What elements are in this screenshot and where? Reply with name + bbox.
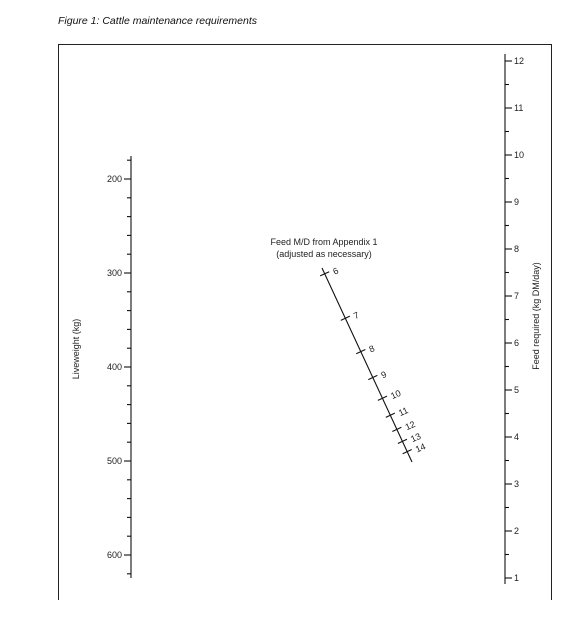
feed-md-tick-label: 11 bbox=[397, 405, 410, 419]
feed-md-tick-label: 13 bbox=[409, 430, 423, 445]
feed-required-axis bbox=[505, 54, 524, 584]
liveweight-tick-label: 500 bbox=[106, 456, 122, 466]
feed-md-tick-label: 9 bbox=[379, 369, 389, 381]
feed-required-tick-label: 3 bbox=[514, 479, 520, 489]
feed-md-tick bbox=[398, 439, 407, 443]
feed-md-tick-label: 14 bbox=[413, 441, 428, 455]
feed-required-tick-label: 8 bbox=[514, 244, 520, 254]
feed-md-tick-label: 12 bbox=[403, 419, 417, 433]
feed-required-tick-label: 5 bbox=[514, 385, 520, 395]
feed-required-axis-label: Feed required (kg DM/day) bbox=[531, 262, 541, 370]
liveweight-tick-label: 200 bbox=[106, 174, 122, 184]
feed-md-tick bbox=[386, 413, 395, 417]
feed-required-tick-label: 1 bbox=[514, 573, 520, 583]
feed-md-tick bbox=[403, 450, 412, 454]
feed-md-tick-label: 7 bbox=[352, 309, 361, 322]
feed-required-tick-label: 11 bbox=[514, 103, 524, 113]
liveweight-tick-label: 400 bbox=[106, 362, 122, 372]
liveweight-tick-label: 600 bbox=[106, 550, 122, 560]
feed-required-tick-label: 2 bbox=[514, 526, 520, 536]
feed-required-tick-label: 6 bbox=[514, 338, 520, 348]
liveweight-tick-label: 300 bbox=[106, 268, 122, 278]
feed-md-label-line2: (adjusted as necessary) bbox=[276, 249, 372, 259]
liveweight-axis-label: Liveweight (kg) bbox=[71, 318, 81, 380]
feed-md-tick bbox=[356, 350, 365, 354]
feed-md-tick-label: 6 bbox=[331, 265, 341, 277]
feed-md-tick bbox=[368, 375, 377, 379]
feed-md-tick-label: 8 bbox=[367, 343, 377, 355]
feed-md-scale-line bbox=[322, 268, 412, 462]
feed-md-tick bbox=[320, 272, 329, 276]
feed-md-tick bbox=[378, 396, 387, 400]
feed-md-label-line1: Feed M/D from Appendix 1 bbox=[270, 237, 378, 247]
feed-md-scale bbox=[320, 265, 427, 462]
feed-required-tick-label: 10 bbox=[514, 150, 525, 160]
feed-md-tick-label: 10 bbox=[389, 387, 403, 402]
feed-md-tick bbox=[341, 316, 350, 320]
feed-required-tick-label: 12 bbox=[514, 56, 525, 66]
liveweight-axis bbox=[107, 156, 131, 578]
figure-title: Figure 1: Cattle maintenance requirements bbox=[58, 15, 258, 27]
feed-md-tick bbox=[392, 427, 401, 431]
feed-required-tick-label: 9 bbox=[514, 197, 520, 207]
feed-required-tick-label: 7 bbox=[514, 291, 520, 301]
feed-required-tick-label: 4 bbox=[514, 432, 520, 442]
